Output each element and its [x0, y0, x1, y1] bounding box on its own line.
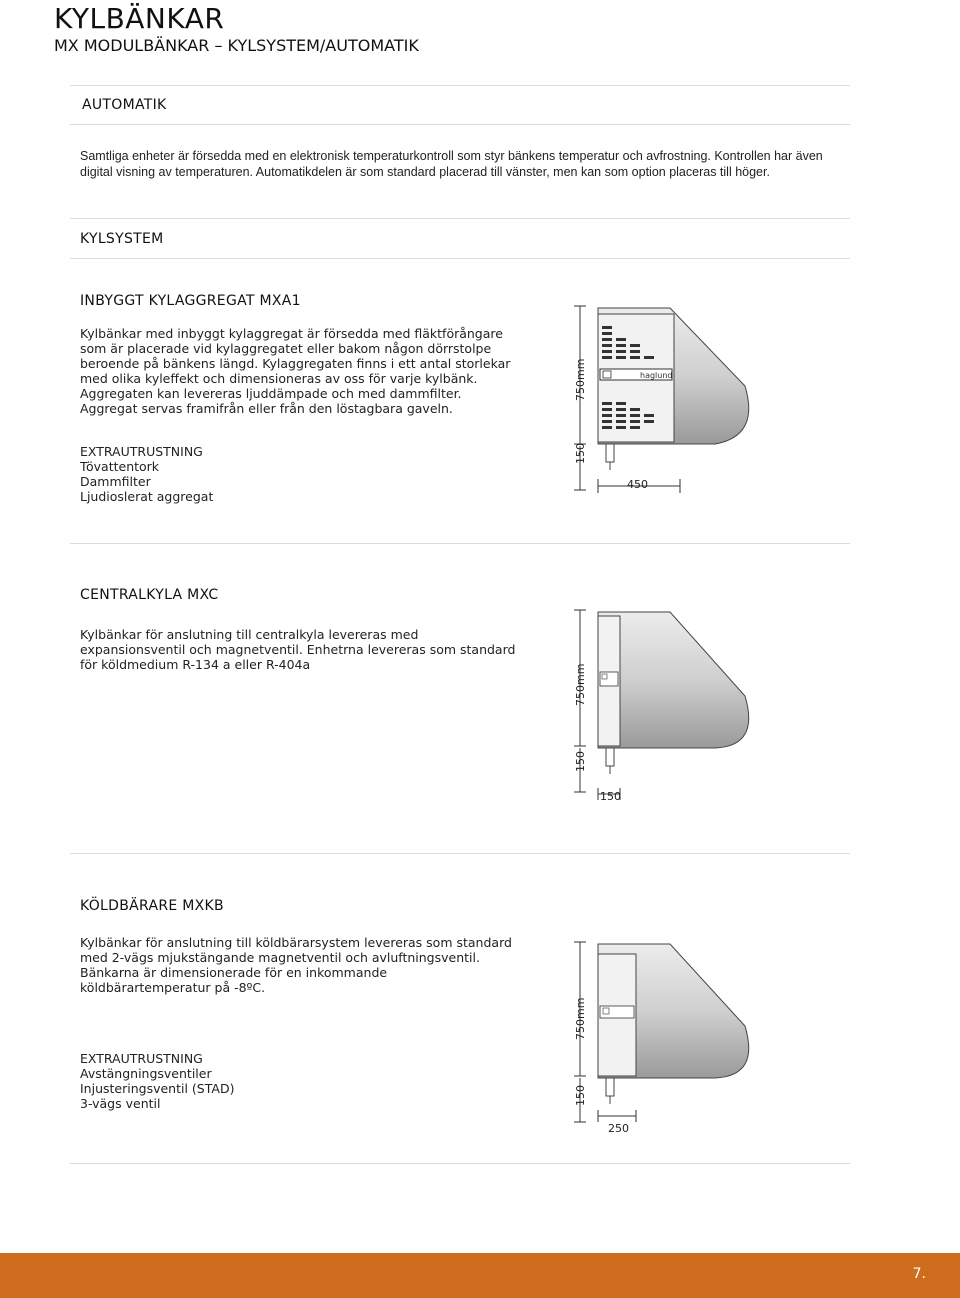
mxkb-diagram — [550, 936, 860, 1136]
list-item: Ljudioslerat aggregat — [80, 489, 214, 504]
divider — [70, 258, 850, 259]
divider — [70, 1163, 850, 1164]
height-label: 750mm — [574, 663, 587, 706]
divider — [70, 218, 850, 219]
kylsystem-heading: KYLSYSTEM — [80, 231, 164, 247]
automatik-text: Samtliga enheter är försedda med en elektronisk temperaturkontroll som styr bänkens temperatur och avfrostning. Kontrollen har även digital visning av temperaturen. Automatikdelen är som standard placerad till vänster, men kan som option placeras till höger. — [80, 149, 823, 179]
divider — [70, 85, 850, 86]
page-subtitle: MX MODULBÄNKAR – KYLSYSTEM/AUTOMATIK — [54, 36, 419, 55]
mxkb-extras — [80, 1051, 234, 1111]
width-label: 250 — [608, 1122, 629, 1135]
height-label: 750mm — [574, 358, 587, 401]
mxa1-text: Kylbänkar med inbyggt kylaggregat är försedda med fläktförångare som är placerade vid kylaggregatet eller bakom någon dörrstolpe beroende på bänkens längd. Kylaggregaten finns i ett antal storlekar med olika kyleffekt och dimensioneras av oss för varje kylbänk. Aggregaten kan levereras ljuddämpade och med dammfilter. Aggregat servas framifrån eller från den löstagbara gaveln. — [80, 326, 511, 416]
mxc-text: Kylbänkar för anslutning till centralkyla levereras med expansionsventil och magnetventil. Enhetrna levereras som standard för köldmedium R-134 a eller R-404a — [80, 627, 516, 672]
list-item: Dammfilter — [80, 474, 151, 489]
foot-label: 150 — [574, 751, 587, 772]
mxa1-heading: INBYGGT KYLAGGREGAT MXA1 — [80, 293, 301, 309]
list-item: Injusteringsventil (STAD) — [80, 1081, 235, 1096]
extras-heading: EXTRAUTRUSTNING — [80, 1051, 203, 1066]
footer-bar — [0, 1253, 960, 1298]
foot-label: 150 — [574, 443, 587, 464]
list-item: Avstängningsventiler — [80, 1066, 212, 1081]
mxc-heading: CENTRALKYLA MXC — [80, 587, 219, 603]
page-number: 7. — [912, 1266, 926, 1282]
mxa1-diagram — [550, 296, 860, 506]
divider — [70, 543, 850, 544]
width-label: 150 — [600, 790, 621, 803]
mxa1-extras — [80, 444, 213, 504]
mxkb-heading: KÖLDBÄRARE MXKB — [80, 898, 224, 914]
brand-label: haglund — [640, 371, 673, 380]
list-item: Tövattentork — [80, 459, 160, 474]
mxkb-text: Kylbänkar för anslutning till köldbärarsystem levereras som standard med 2-vägs mjukstängande magnetventil och avluftningsventil. Bänkarna är dimensionerade för en inkommande köldbärartemperatur på -8ºC. — [80, 935, 512, 995]
page-title: KYLBÄNKAR — [54, 2, 225, 35]
foot-label: 150 — [574, 1085, 587, 1106]
list-item: 3-vägs ventil — [80, 1096, 161, 1111]
divider — [70, 124, 850, 125]
divider — [70, 853, 850, 854]
height-label: 750mm — [574, 997, 587, 1040]
width-label: 450 — [627, 478, 648, 491]
automatik-heading: AUTOMATIK — [82, 97, 167, 113]
mxc-diagram — [550, 606, 860, 806]
extras-heading: EXTRAUTRUSTNING — [80, 444, 203, 459]
